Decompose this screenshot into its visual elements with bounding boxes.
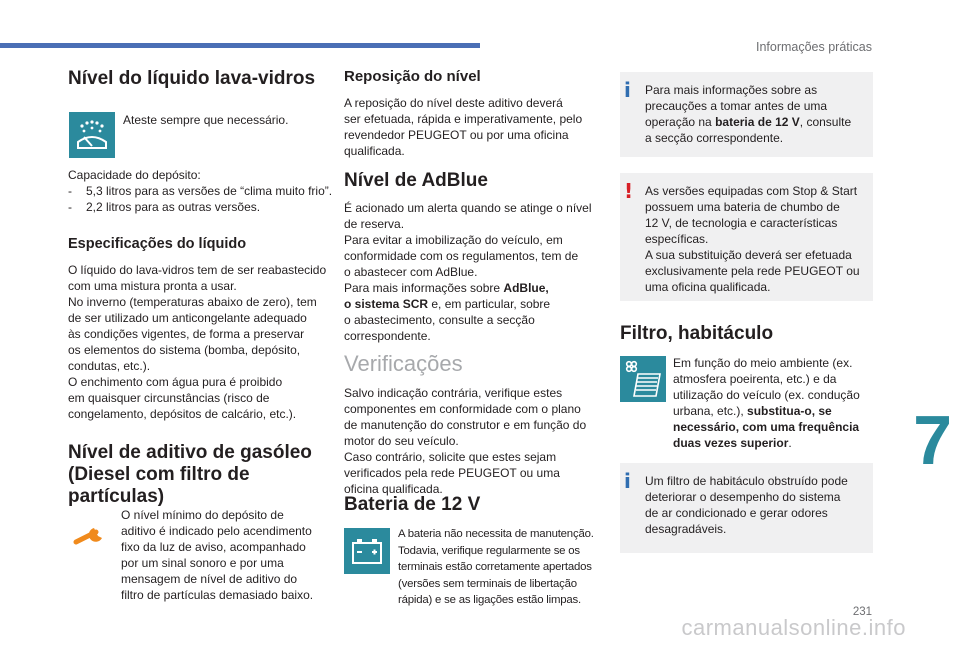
cabin-filter-icon xyxy=(620,356,666,402)
adblue-text: É acionado um alerta quando se atinge o nível de reserva. Para evitar a imobilização do veículo, em conformidade com os regulamentos, tem de o abastecer com AdBlue. Para mais informações sobre AdBlue, o sistema SCR e, em particular, sobre o abastecimento, consulte a secção correspondente. xyxy=(344,201,592,343)
specs-text: O líquido do lava-vidros tem de ser reabastecido com uma mistura pronta a usar. No inverno (temperaturas abaixo de zero), tem de ser utilizado um anticongelante adequado às condições vigentes, de forma a preservar os elementos do sistema (bomba, depósito, condutas, etc.). O enchimento com água pura é proibido em quaisquer circunstâncias (risco de congelamento, depósitos de calcário, etc.). xyxy=(68,263,327,421)
washer-title: Nível do líquido lava-vidros xyxy=(68,68,316,89)
battery-text: A bateria não necessita de manutenção. Todavia, verifique regularmente se os terminais estão corretamente apertados (versões sem terminais de libertação rápida) e se as ligações estão limpas. xyxy=(398,528,594,606)
adblue-title: Nível de AdBlue xyxy=(344,170,488,191)
warning-callout-stopstart xyxy=(620,173,873,301)
watermark: carmanualsonline.info xyxy=(681,615,906,640)
page-number: 231 xyxy=(852,606,872,618)
washer-capacity xyxy=(68,167,338,215)
capacity-label: Capacidade do depósito: xyxy=(68,168,201,182)
checks-text: Salvo indicação contrária, verifique estes componentes em conformidade com o plano de manutenção do construtor e em função do motor do seu veículo. Caso contrário, solicite que estes sejam verificados pela rede PEUGEOT ou uma oficina qualificada. xyxy=(344,386,587,496)
washer-note: Ateste sempre que necessário. xyxy=(123,113,289,127)
info-icon: i xyxy=(624,78,631,102)
filter-text: Em função do meio ambiente (ex. atmosfera poeirenta, etc.) e da utilização do veículo (ex. condução urbana, etc.), substitua-o, se necessário, com uma frequência duas vezes superior. xyxy=(673,356,860,450)
wrench-icon xyxy=(70,520,112,550)
list-item: - 5,3 litros para as versões de “clima muito frio”. xyxy=(68,184,333,198)
info-callout-filter xyxy=(620,463,873,553)
battery-icon xyxy=(344,528,390,574)
chapter-number: 7 xyxy=(913,401,952,479)
specs-title: Especificações do líquido xyxy=(68,236,247,252)
warning-icon: ! xyxy=(624,179,634,203)
list-item: - 2,2 litros para as outras versões. xyxy=(68,200,261,214)
diesel-title: Nível de aditivo de gasóleo (Diesel com filtro de partículas) xyxy=(68,442,312,507)
windscreen-washer-icon xyxy=(69,112,115,158)
info-callout-text: Para mais informações sobre as precauções a tomar antes de uma operação na bateria de 12 V, consulte a secção correspondente. xyxy=(645,83,852,145)
diesel-text: O nível mínimo do depósito de aditivo é indicado pelo acendimento fixo da luz de aviso, acompanhado por um sinal sonoro e por uma mensagem de nível de aditivo do filtro de partículas demasiado baixo. xyxy=(121,508,314,602)
battery-title: Bateria de 12 V xyxy=(344,494,481,515)
section-label: Informações práticas xyxy=(755,40,872,54)
warning-callout-text: As versões equipadas com Stop & Start possuem uma bateria de chumbo de 12 V, de tecnologia e características específicas. A sua substituição deverá ser efetuada exclusivamente pela rede PEUGEOT ou uma oficina qualificada. xyxy=(645,184,860,294)
info-callout-battery xyxy=(620,72,873,157)
info-icon: i xyxy=(624,469,631,493)
reposition-text: A reposição do nível deste aditivo deverá ser efetuada, rápida e imperativamente, pelo revendedor PEUGEOT ou por uma oficina qualificada. xyxy=(344,96,583,158)
filter-title: Filtro, habitáculo xyxy=(620,323,774,344)
top-color-bar xyxy=(0,43,480,48)
info-callout-text: Um filtro de habitáculo obstruído pode deteriorar o desempenho do sistema de ar condicionado e gerar odores desagradáveis. xyxy=(645,474,848,536)
reposition-title: Reposição do nível xyxy=(344,68,481,85)
checks-title: Verificações xyxy=(344,351,463,376)
